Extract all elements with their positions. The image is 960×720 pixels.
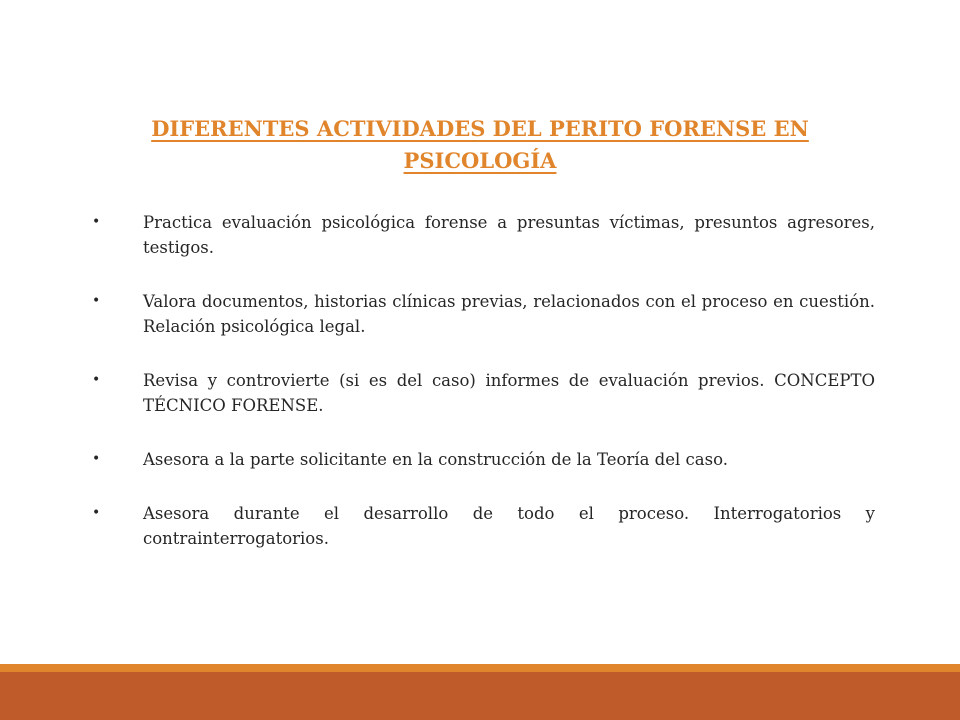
bullet-list: [90, 210, 875, 580]
footer-accent-bar-thick: [0, 672, 960, 720]
bullet-item: [90, 368, 875, 418]
bullet-point-icon: •: [92, 505, 101, 521]
bullet-item: [90, 210, 875, 260]
bullet-point-icon: •: [92, 372, 101, 388]
bullet-point-icon: •: [92, 293, 101, 309]
bullet-item: [90, 501, 875, 551]
bullet-point-icon: •: [92, 214, 101, 230]
bullet-text: Asesora a la parte solicitante en la construcción de la Teoría del caso.: [143, 450, 728, 469]
bullet-point-icon: •: [92, 451, 101, 467]
slide-title: DIFERENTES ACTIVIDADES DEL PERITO FORENSE EN PSICOLOGÍA: [151, 116, 809, 173]
bullet-item: [90, 447, 875, 472]
bullet-text: Valora documentos, historias clínicas previas, relacionados con el proceso en cuestión. Relación psicológica legal.: [143, 292, 875, 336]
bullet-text: Revisa y controvierte (si es del caso) informes de evaluación previos. CONCEPTO TÉCNICO FORENSE.: [143, 371, 875, 415]
bullet-text: Asesora durante el desarrollo de todo el proceso. Interrogatorios y contrainterrogatorios.: [143, 504, 875, 548]
bullet-item: [90, 289, 875, 339]
bullet-text: Practica evaluación psicológica forense a presuntas víctimas, presuntos agresores, testigos.: [143, 213, 875, 257]
footer-accent-bar-thin: [0, 664, 960, 672]
